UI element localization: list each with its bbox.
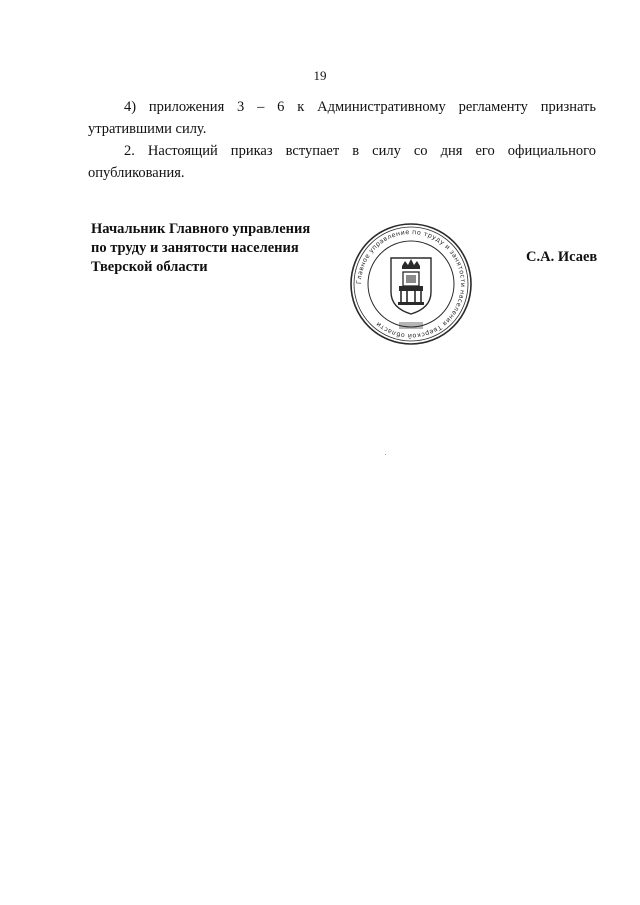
paragraph-item-4 xyxy=(88,96,596,140)
official-seal-icon xyxy=(349,222,473,346)
page-number: 19 xyxy=(313,68,327,83)
scan-speck xyxy=(385,454,386,455)
paragraph-item-2 xyxy=(88,140,596,184)
paragraph-item-4-line-2: утратившими силу. xyxy=(88,121,207,137)
paragraph-item-2-line-1: 2. Настоящий приказ вступает в силу со дня его официального xyxy=(124,143,596,159)
paragraph-item-2-line-2: опубликования. xyxy=(88,165,185,181)
paragraph-item-4-line-1: 4) приложения 3 – 6 к Административному регламенту признать xyxy=(124,99,596,115)
signatory-position-line: по труду и занятости населения xyxy=(91,240,299,256)
signatory-name: С.А. Исаев xyxy=(526,249,598,265)
signatory-position-line: Тверской области xyxy=(91,259,208,275)
signatory-position-line: Начальник Главного управления xyxy=(91,221,311,237)
seal-ring-text: Главное управление по труду и занятости населения Тверской области xyxy=(354,227,468,341)
signatory-position xyxy=(91,220,341,277)
